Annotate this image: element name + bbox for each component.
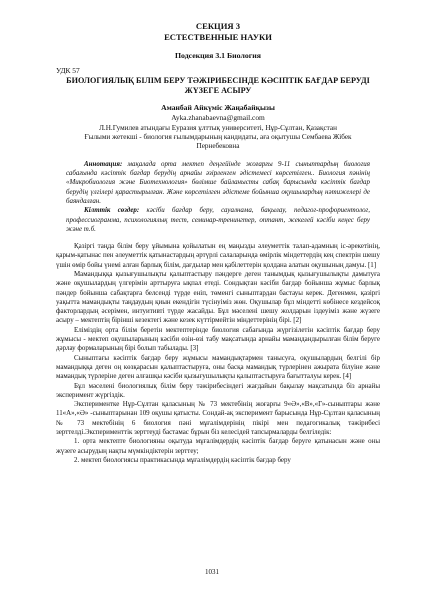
body-paragraph: Еліміздің орта білім беретін мектептерінде биология сабағында жүргізілетін кәсіптік бағдар беру жұмысы - мектеп оқушыларының кәсіби өзін-өзі табу мақсатында арнайы мамандандырылған білім беруге дәрлау формаларының бірі болып табылады. [3] xyxy=(56,325,380,353)
list-item: 2. мектеп биологиясы практикасында мұғалімдердің кәсіптік бағдар беру xyxy=(74,455,291,464)
body-paragraph: Бұл мәселені биологиялық білім беру тәжірибесіндегі жағдайын бақылау мақсатында біз арнайы эксперимент жүргіздік. xyxy=(56,381,380,399)
body-paragraph: Мамандыққа қызығушылықты қалыптастыру пәндерге деген танымдық қызығушылықты дамытуға және оқушылардың үлгерімін арттыруға ықпал етеді. Сондықтан кәсіби бағдар бойынша жұмыс барлық пәндер бойынша сабақтарға белсенді түрде еніп, төменгі сыныптардан бастауы керек. Дегенмен, қазіргі уақытта мамандықты таңдаудың қиын екендігін түсінуіміз жөн. Оқушылар бұл міндетті көбінесе кездейсоқ факторлардың әсерімен, интуитивті түрде жасайды. Бұл мәселені шешу жолдарын іздеуіміз және жүзеге асыру – мектептің бірінші кезектегі және кезек күттірмейтін міндеттерінің бірі. [2] xyxy=(56,269,380,325)
subsection-heading: Подсекция 3.1 Биология xyxy=(174,51,261,60)
body-paragraph: Қазіргі таңда білім беру ұйымына қойылатын ең маңызды әлеуметтік талап-адамның іс-әрекетінің, қарым-қатынас пен әлеуметтік қатынастардың әртүрлі салаларында өмірлік міндеттердің кең спектрін шешу үшін өмір бойы үнемі алған барлық білім, дағдылар мен қабілеттерін қолдана алатын оқушының дамуы. [1] xyxy=(56,242,380,269)
body-paragraph: Сыныптағы кәсіптік бағдар беру жұмысы мамандықтармен танысуға, оқушылардың белгілі бір мамандыққа деген оң көзқарасын қалыптастыруға, оны басқа мамандық түрлерінен ажырата білуіне және мамандық түрлеріне деген алғашқы кәсіби қызығушылықты қалыптастыруға бағытталуы керек. [4] xyxy=(56,353,380,381)
udk-code: УДК 57 xyxy=(56,66,80,75)
author-email: Ayka.zhanabaevna@gmail.com xyxy=(171,112,265,122)
abstract-text: мақалада орта мектеп деңгейінде жоғарғы 9-11 сыныптардың биология сабағында кәсіптік бағдар берудің арнайы әзірленген әдістемесі көрсетілген.. Биология пәнінің «Микробиология және Биотехнология» бөлімше байланысты сабақ барысында кәсіптік бағдар берудің үлгілері қарастырылған. Және көрсетілген әдістеме бойынша оқушылардың нәтижелері де баяндалған. xyxy=(66,159,370,205)
affiliation-line: Л.Н.Гумилев атындағы Еуразия ұлттық университеті, Нұр-Сұлтан, Қазақстан xyxy=(99,123,337,132)
section-heading: СЕКЦИЯ 3 xyxy=(195,21,241,31)
page-number: 1031 xyxy=(205,568,219,576)
body-text xyxy=(56,242,380,465)
abstract xyxy=(56,160,380,234)
paper-title xyxy=(56,76,380,96)
paper-title-line: ЖҮЗЕГЕ АСЫРУ xyxy=(184,86,252,95)
section-name: ЕСТЕСТВЕННЫЕ НАУКИ xyxy=(164,32,272,42)
keywords-paragraph xyxy=(66,206,370,234)
abstract-paragraph xyxy=(66,160,370,206)
abstract-label: Аннотация: xyxy=(84,159,123,168)
body-paragraph: Экспериментке Нұр-Сұлтан қаласының № 73 мектебінің жоғарғы 9«Ә»,«В»,«Г»-сыныптары және 11«А»,«Ә» -сыныптарынан 109 оқушы қатысты. Сондай-ақ эксперимент барысында Нұр-Сұлтан қаласының № 73 мектебінің 6 биология пәні мұғалімдерінің пікірі мен педагогикалық тәжірибесі зерттелді.Эксперименттік зерттеуді бастамас бұрын біз келесідей тапсырмаларды белгіледік: xyxy=(56,400,380,437)
keywords-text: кәсіби бағдар беру, сауалнама, бақылау, педагог-профориентолог, профессиограмма, психологиялық тест, семинар-тренингтер, оптант, жекелей кәсіби кеңес беру және т.б. xyxy=(66,206,370,233)
affiliation-line: Пернебековна xyxy=(196,142,240,151)
affiliation xyxy=(56,124,380,152)
keywords-label: Кілттік сөздер: xyxy=(84,206,140,215)
affiliation-line: Ғылыми жетекші - биология ғылымдарының кандидаты, аға оқытушы Сембаева Жібек xyxy=(84,132,352,141)
author-name: Аманбай Айкүміс Жаңабайқызы xyxy=(161,103,275,112)
paper-title-line: БИОЛОГИЯЛЫҚ БІЛІМ БЕРУ ТӘЖІРИБЕСІНДЕ КӘСІПТІК БАҒДАР БЕРУДІ xyxy=(66,76,370,85)
list-item: 1. орта мектепте биологияны оқытуда мұғалімдердің кәсіптік бағдар беруге қатынасын және оны жүзеге асырудың нақты мүмкіндіктерін зерттеу; xyxy=(56,437,380,455)
